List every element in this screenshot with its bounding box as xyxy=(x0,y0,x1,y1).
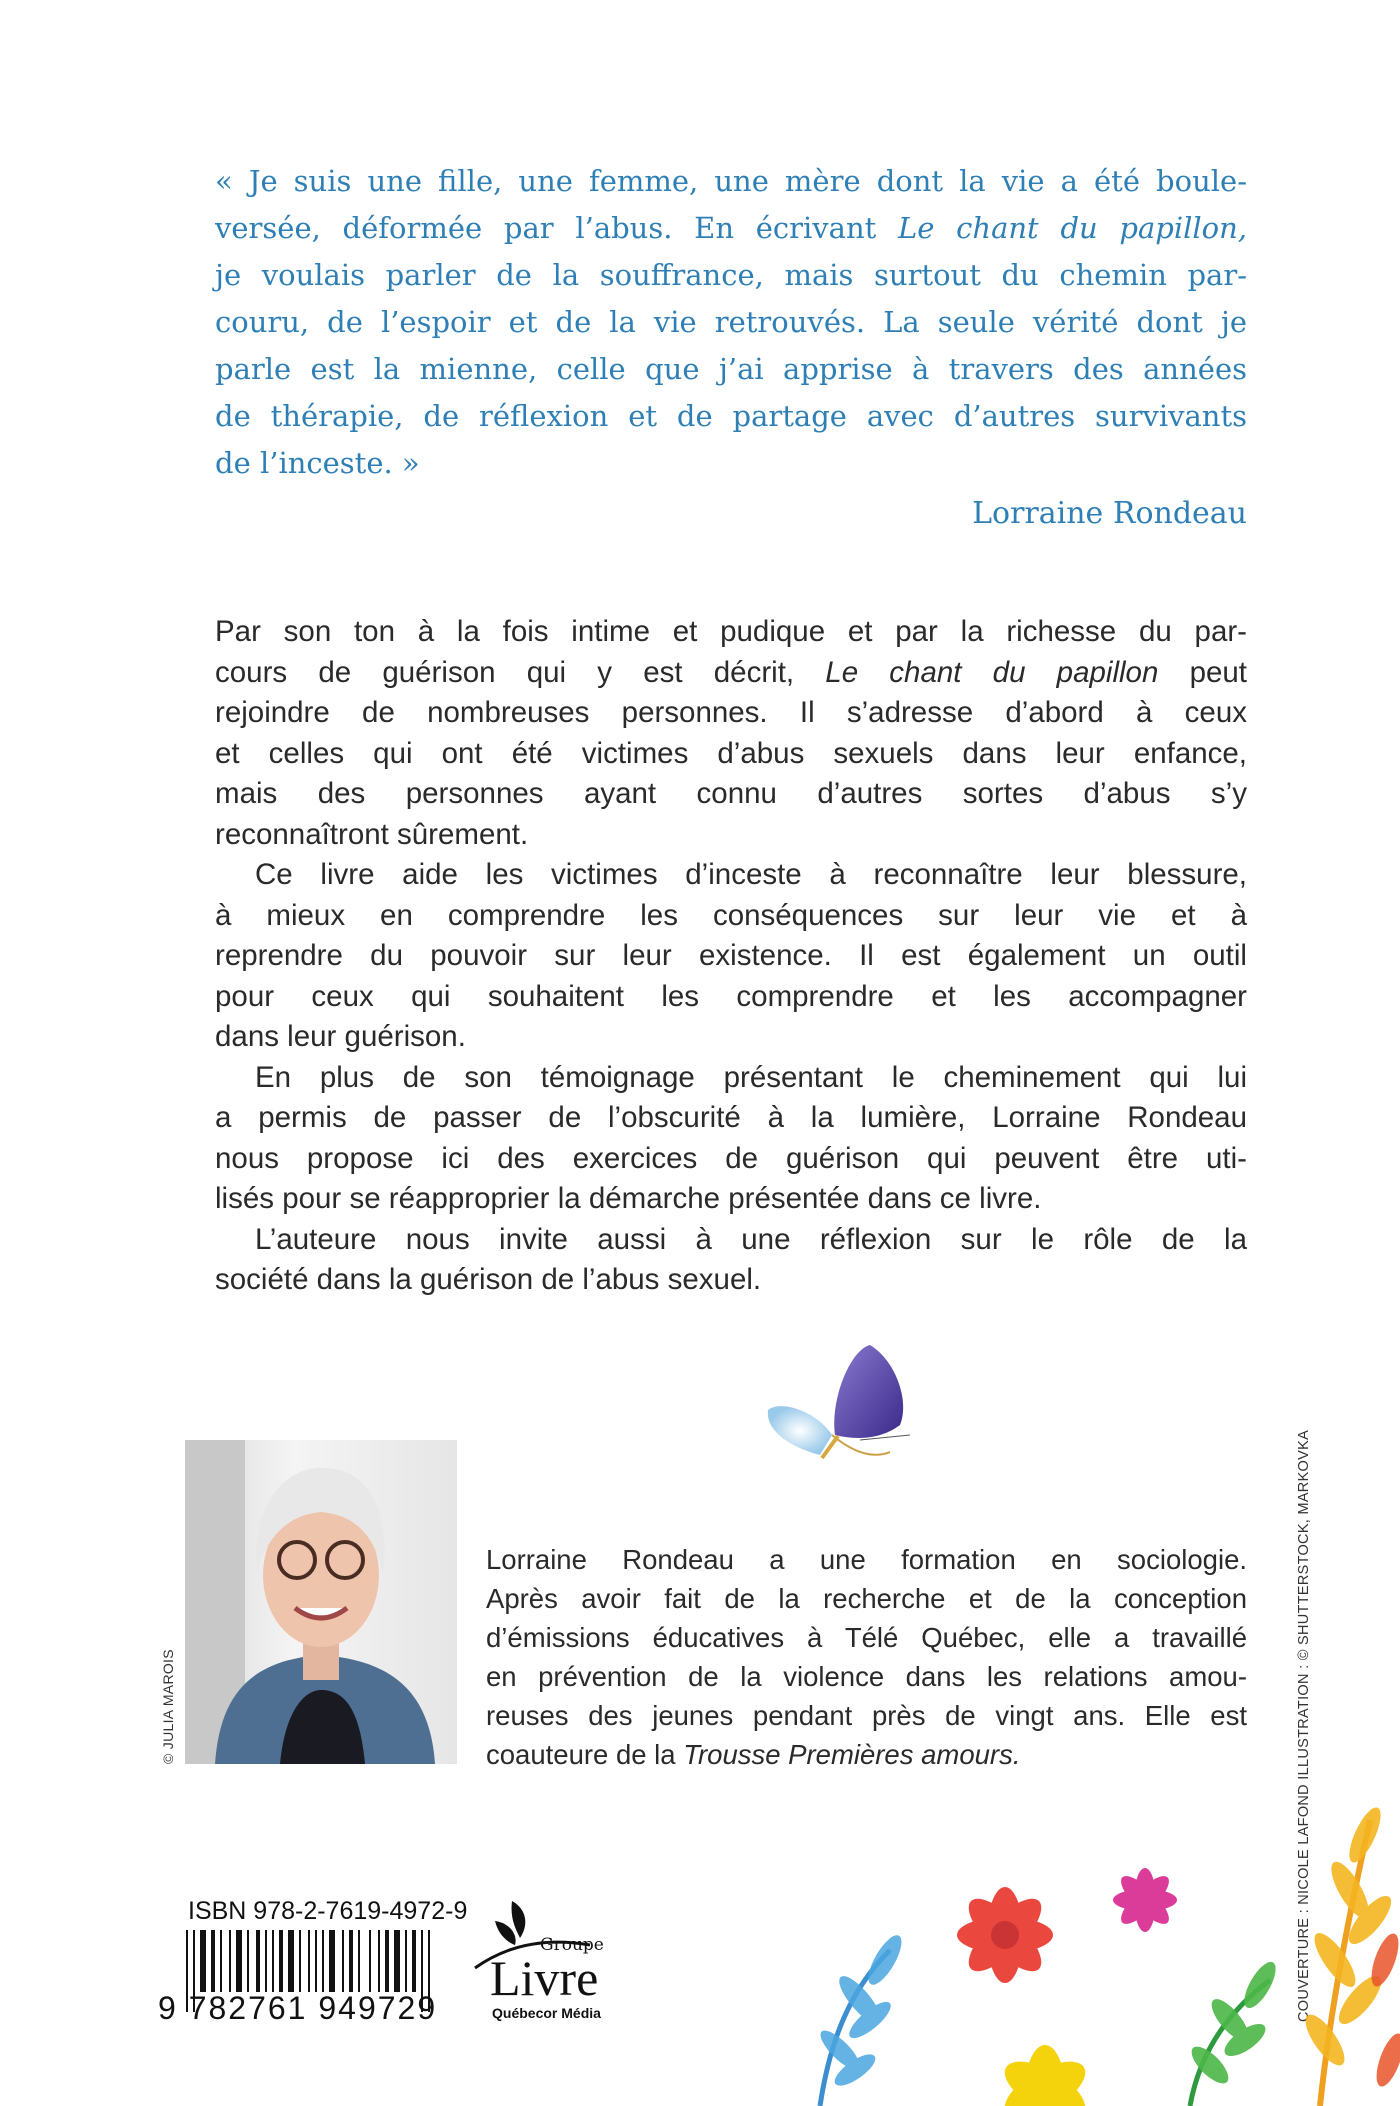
barcode-bar xyxy=(265,1930,267,1992)
publisher-logo xyxy=(470,1893,630,2033)
body-line: Par son ton à la fois intime et pudique et par la richesse du par- xyxy=(215,615,1247,648)
bio-line: Lorraine Rondeau a une formation en sociologie. xyxy=(486,1544,1247,1575)
barcode-bar xyxy=(315,1930,317,1992)
isbn-label: ISBN 978-2-7619-4972-9 xyxy=(188,1897,468,1925)
barcode-bar xyxy=(236,1930,242,1992)
quote-text: versée, déformée par l’abus. En écrivant xyxy=(215,211,899,245)
barcode-bar xyxy=(329,1930,335,1992)
book-title: Le chant du papillon, xyxy=(898,211,1248,245)
bio-line: d’émissions éducatives à Télé Québec, elle a travaillé xyxy=(486,1622,1247,1653)
body-line: reprendre du pouvoir sur leur existence. Il est également un outil xyxy=(215,939,1247,972)
butterfly-illustration xyxy=(760,1340,920,1500)
body-line xyxy=(215,653,1247,694)
body-line: et celles qui ont été victimes d’abus sexuels dans leur enfance, xyxy=(215,736,1247,770)
quote-line: de thérapie, de réflexion et de partage avec d’autres survivants xyxy=(215,399,1247,433)
body-line: à mieux en comprendre les conséquences sur leur vie et à xyxy=(215,898,1247,932)
barcode-bar xyxy=(349,1930,353,1992)
description xyxy=(215,612,1247,1301)
publisher-livre: Livre xyxy=(490,1950,599,2006)
quote-line: « Je suis une fille, une femme, une mère dont la vie a été boule- xyxy=(215,164,1247,198)
bio-text: coauteure de la xyxy=(486,1739,684,1770)
barcode-bar xyxy=(247,1930,249,1992)
body-line: société dans la guérison de l’abus sexuel. xyxy=(215,1263,762,1296)
barcode-bar xyxy=(385,1930,389,1992)
flowers-illustration xyxy=(760,1760,1400,2106)
body-line: pour ceux qui souhaitent les comprendre et les accompagner xyxy=(215,979,1247,1013)
barcode-bar xyxy=(405,1930,407,1992)
body-line: a permis de passer de l’obscurité à la lumière, Lorraine Rondeau xyxy=(215,1101,1247,1134)
body-line: rejoindre de nombreuses personnes. Il s’adresse d’abord à ceux xyxy=(215,696,1247,729)
body-line: dans leur guérison. xyxy=(215,1020,466,1053)
barcode-bar xyxy=(288,1930,294,1992)
body-line: mais des personnes ayant connu d’autres sortes d’abus s’y xyxy=(215,777,1247,810)
photo-credit: © JULIA MAROIS xyxy=(160,1649,176,1764)
author-portrait-image xyxy=(185,1440,457,1764)
body-line: L’auteure nous invite aussi à une réflexion sur le rôle de la xyxy=(255,1222,1247,1256)
kit-title: Trousse Premières amours. xyxy=(683,1739,1021,1770)
barcode-bar xyxy=(322,1930,324,1992)
quote-line: couru, de l’espoir et de la vie retrouvés. La seule vérité dont je xyxy=(215,305,1247,339)
barcode-bar xyxy=(220,1930,222,1992)
body-line: reconnaîtront sûrement. xyxy=(215,817,529,851)
body-text: cours de guérison qui y est décrit, xyxy=(215,655,826,689)
barcode-bar xyxy=(369,1930,371,1992)
body-line: En plus de son témoignage présentant le cheminement qui lui xyxy=(255,1060,1247,1094)
body-line: Ce livre aide les victimes d’inceste à reconnaître leur blessure, xyxy=(255,858,1247,891)
barcode-bar xyxy=(279,1930,283,1992)
barcode-bar xyxy=(299,1930,301,1992)
barcode-bar xyxy=(256,1930,260,1992)
quote-line xyxy=(215,205,1247,252)
quote-block xyxy=(215,158,1247,487)
barcode-bar xyxy=(394,1930,400,1992)
cover-credit: COUVERTURE : NICOLE LAFOND ILLUSTRATION : © SHUTTERSTOCK, MARKOVKA xyxy=(1296,1429,1312,2022)
quote-author: Lorraine Rondeau xyxy=(972,496,1247,531)
body-line: lisés pour se réapproprier la démarche présentée dans ce livre. xyxy=(215,1182,1042,1215)
barcode-bar xyxy=(358,1930,360,1992)
barcode-bar xyxy=(272,1930,274,1992)
publisher-groupe: Groupe xyxy=(540,1935,604,1955)
barcode-bar xyxy=(211,1930,215,1992)
body-line: nous propose ici des exercices de guérison qui peuvent être uti- xyxy=(215,1141,1247,1175)
author-photo xyxy=(185,1440,457,1764)
barcode-bar xyxy=(200,1930,206,1992)
body-text: peut xyxy=(1158,655,1247,689)
barcode-bar xyxy=(308,1930,310,1992)
bio-line: Après avoir fait de la recherche et de la conception xyxy=(486,1583,1247,1614)
barcode-bar xyxy=(378,1930,380,1992)
quote-line: parle est la mienne, celle que j’ai apprise à travers des années xyxy=(215,352,1247,386)
barcode-bar xyxy=(342,1930,344,1992)
author-bio xyxy=(486,1540,1247,1774)
quote-line: de l’inceste. » xyxy=(215,446,420,480)
bio-line: en prévention de la violence dans les relations amou- xyxy=(486,1661,1247,1692)
publisher-sub: Québecor Média xyxy=(492,2005,601,2021)
bio-line: reuses des jeunes pendant près de vingt ans. Elle est xyxy=(486,1700,1247,1731)
barcode-bar xyxy=(412,1930,416,1992)
barcode-bar xyxy=(229,1930,231,1992)
barcode-number: 9 782761 949729 xyxy=(158,1990,438,2026)
book-title: Le chant du papillon xyxy=(825,655,1159,689)
quote-line: je voulais parler de la souffrance, mais surtout du chemin par- xyxy=(215,258,1247,292)
